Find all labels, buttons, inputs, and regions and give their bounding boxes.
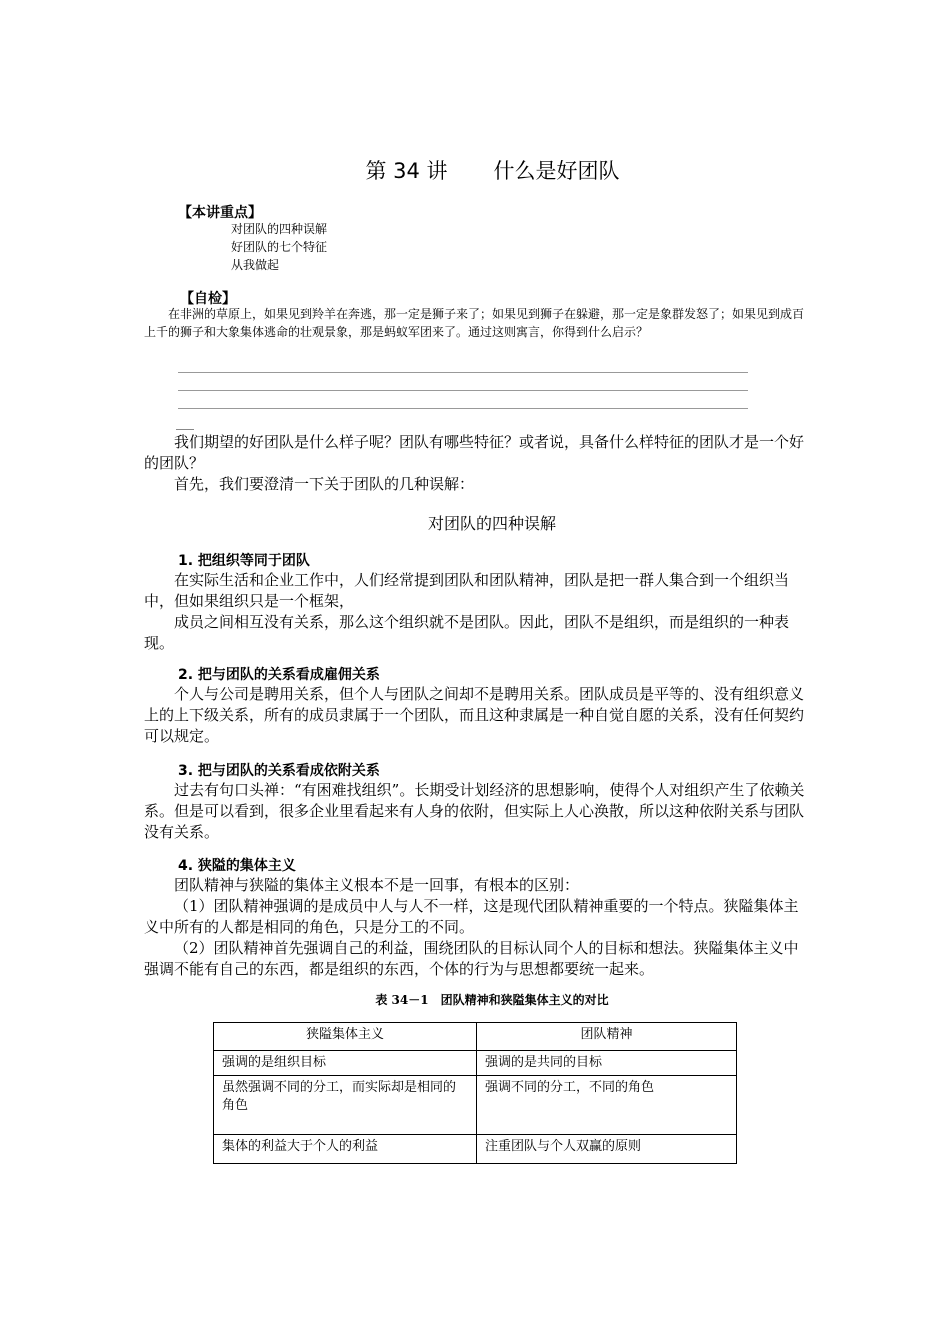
misunderstanding-3 (144, 760, 808, 843)
misunderstanding-paragraph: 个人与公司是聘用关系，但个人与团队之间却不是聘用关系。团队成员是平等的、没有组织意义上的上下级关系，所有的成员隶属于一个团队，而且这种隶属是一种自觉自愿的关系，没有任何契约可以规定。 (144, 685, 805, 745)
table-cell: 注重团队与个人双赢的原则 (477, 1135, 737, 1164)
intro-paragraph: 我们期望的好团队是什么样子呢？团队有哪些特征？或者说，具备什么样特征的团队才是一个好的团队？ (144, 433, 805, 472)
misunderstanding-paragraph: （1）团队精神强调的是成员中人与人不一样，这是现代团队精神重要的一个特点。狭隘集体主义中所有的人都是相同的角色，只是分工的不同。 (144, 897, 799, 936)
lecture-title: 什么是好团队 (493, 159, 620, 183)
misunderstanding-paragraph: 过去有句口头禅：“有困难找组织”。长期受计划经济的思想影响，使得个人对组织产生了依赖关系。但是可以看到，很多企业里看起来有人身的依附，但实际上人心涣散，所以这种依附关系与团队没有关系。 (144, 781, 805, 841)
key-point-item: 对团队的四种误解 (231, 222, 328, 236)
answer-line (178, 390, 748, 391)
short-blank: ___ (176, 416, 194, 430)
page-title (0, 155, 950, 185)
table-cell: 强调的是共同的目标 (477, 1051, 737, 1076)
self-check-text: 在非洲的草原上，如果见到羚羊在奔逃，那一定是狮子来了；如果见到狮子在躲避，那一定是象群发怒了；如果见到成百上千的狮子和大象集体逃命的壮观景象，那是蚂蚁军团来了。通过这则寓言，你得到什么启示？ (144, 307, 805, 339)
table-cell: 强调的是组织目标 (214, 1051, 477, 1076)
section-title: 对团队的四种误解 (427, 514, 556, 533)
table-row (214, 1051, 737, 1076)
misunderstanding-paragraph: 成员之间相互没有关系，那么这个组织就不是团队。因此，团队不是组织，而是组织的一种表现。 (144, 613, 790, 652)
answer-line (178, 372, 748, 373)
key-points-label: 【本讲重点】 (178, 205, 262, 221)
misunderstanding-paragraph: （2）团队精神首先强调自己的利益，围绕团队的目标认同个人的目标和想法。狭隘集体主义中强调不能有自己的东西，都是组织的东西，个体的行为与思想都要统一起来。 (144, 939, 799, 978)
misunderstanding-1 (144, 550, 808, 654)
key-point-item: 从我做起 (231, 258, 280, 272)
misunderstanding-2 (144, 664, 808, 747)
misunderstanding-heading: 2. 把与团队的关系看成雇佣关系 (178, 667, 380, 683)
table-header-cell: 狭隘集体主义 (214, 1023, 477, 1051)
table-row (214, 1076, 737, 1135)
misunderstanding-heading: 1. 把组织等同于团队 (178, 553, 310, 569)
table-row (214, 1135, 737, 1164)
intro (144, 432, 808, 495)
key-points-list (231, 220, 327, 274)
answer-line (178, 408, 748, 409)
misunderstanding-heading: 4. 狭隘的集体主义 (178, 858, 296, 874)
table-header-cell: 团队精神 (477, 1023, 737, 1051)
key-point-item: 好团队的七个特征 (231, 240, 328, 254)
misunderstanding-heading: 3. 把与团队的关系看成依附关系 (178, 763, 380, 779)
lecture-number: 第 34 讲 (365, 159, 448, 183)
table-cell: 集体的利益大于个人的利益 (214, 1135, 477, 1164)
self-check-label: 【自检】 (180, 291, 236, 307)
intro-paragraph: 首先，我们要澄清一下关于团队的几种误解： (174, 475, 475, 493)
table-cell: 强调不同的分工，不同的角色 (477, 1076, 737, 1135)
table-header-row (214, 1023, 737, 1051)
misunderstanding-paragraph: 在实际生活和企业工作中，人们经常提到团队和团队精神，团队是把一群人集合到一个组织当中，但如果组织只是一个框架， (144, 571, 790, 610)
table-caption: 表 34－1 团队精神和狭隘集体主义的对比 (375, 993, 609, 1007)
misunderstanding-4 (144, 855, 808, 980)
misunderstanding-paragraph: 团队精神与狭隘的集体主义根本不是一回事，有根本的区别： (174, 876, 580, 894)
table-cell: 虽然强调不同的分工，而实际却是相同的角色 (214, 1076, 477, 1135)
comparison-table (213, 1022, 737, 1164)
